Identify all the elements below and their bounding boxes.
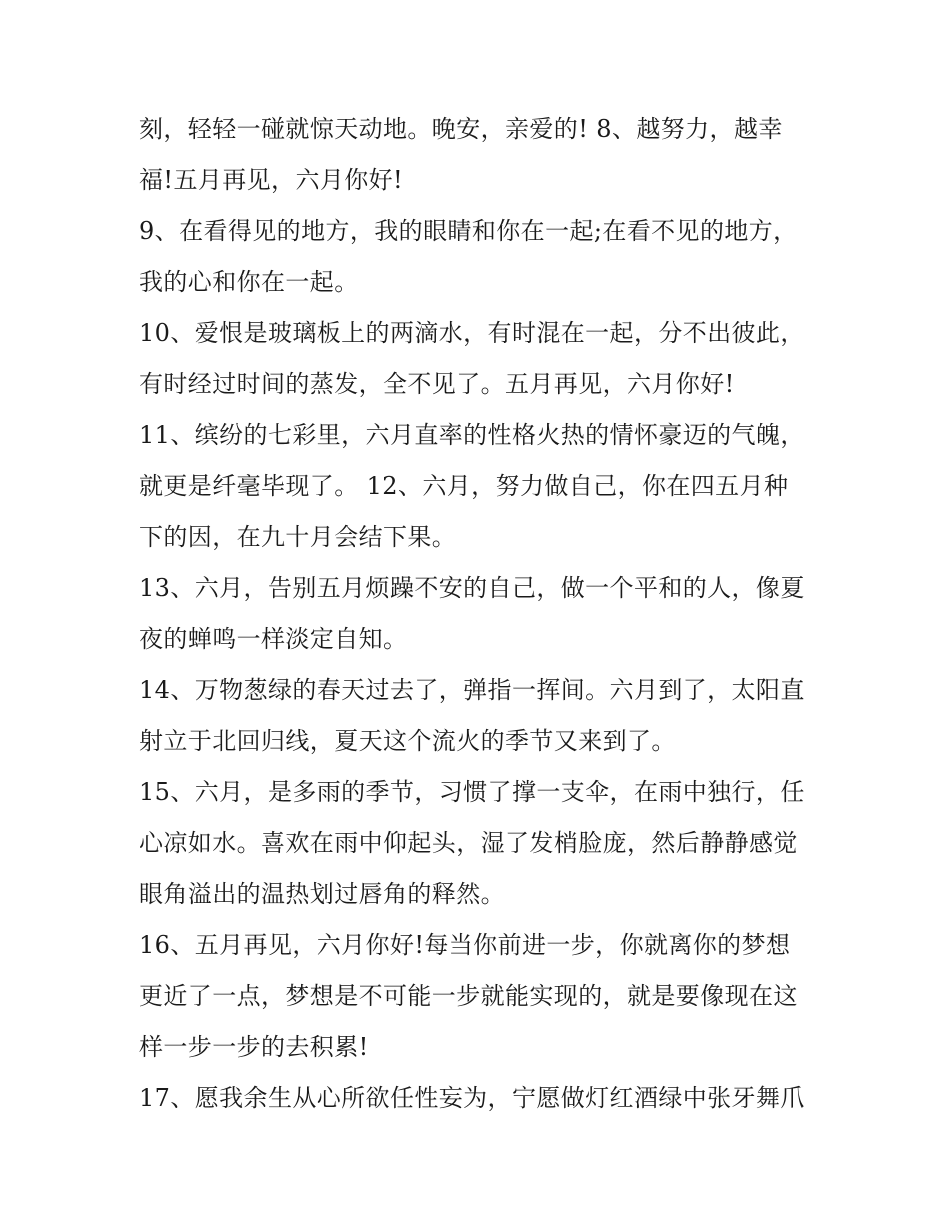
text-line: 眼角溢出的温热划过唇角的释然。 (139, 880, 505, 908)
text-line: 射立于北回归线，夏天这个流火的季节又来到了。 (139, 727, 676, 755)
text-line: 更近了一点，梦想是不可能一步就能实现的，就是要像现在这 (139, 982, 798, 1010)
text-line: 9、在看得见的地方，我的眼睛和你在一起;在看不见的地方， (139, 217, 798, 245)
text-line: 刻，轻轻一碰就惊天动地。晚安，亲爱的! 8、越努力，越幸 (139, 115, 783, 143)
text-line: 15、六月，是多雨的季节，习惯了撑一支伞，在雨中独行，任 (139, 778, 805, 806)
text-line: 心凉如水。喜欢在雨中仰起头，湿了发梢脸庞，然后静静感觉 (139, 829, 798, 857)
text-line: 夜的蝉鸣一样淡定自知。 (139, 625, 408, 653)
text-line: 14、万物葱绿的春天过去了，弹指一挥间。六月到了，太阳直 (139, 676, 805, 704)
document-body (139, 104, 819, 1124)
text-line: 10、爱恨是玻璃板上的两滴水，有时混在一起，分不出彼此， (139, 319, 805, 347)
text-line: 样一步一步的去积累! (139, 1033, 369, 1061)
text-line: 17、愿我余生从心所欲任性妄为，宁愿做灯红酒绿中张牙舞爪 (139, 1084, 805, 1112)
text-line: 16、五月再见，六月你好!每当你前进一步，你就离你的梦想 (139, 931, 791, 959)
text-line: 福!五月再见，六月你好! (139, 166, 404, 194)
text-line: 13、六月，告别五月烦躁不安的自己，做一个平和的人，像夏 (139, 574, 805, 602)
text-line: 我的心和你在一起。 (139, 268, 359, 296)
text-line: 下的因，在九十月会结下果。 (139, 523, 457, 551)
text-line: 有时经过时间的蒸发，全不见了。五月再见，六月你好! (139, 370, 735, 398)
text-line: 11、缤纷的七彩里，六月直率的性格火热的情怀豪迈的气魄， (139, 421, 805, 449)
text-line: 就更是纤毫毕现了。 12、六月，努力做自己，你在四五月种 (139, 472, 789, 500)
